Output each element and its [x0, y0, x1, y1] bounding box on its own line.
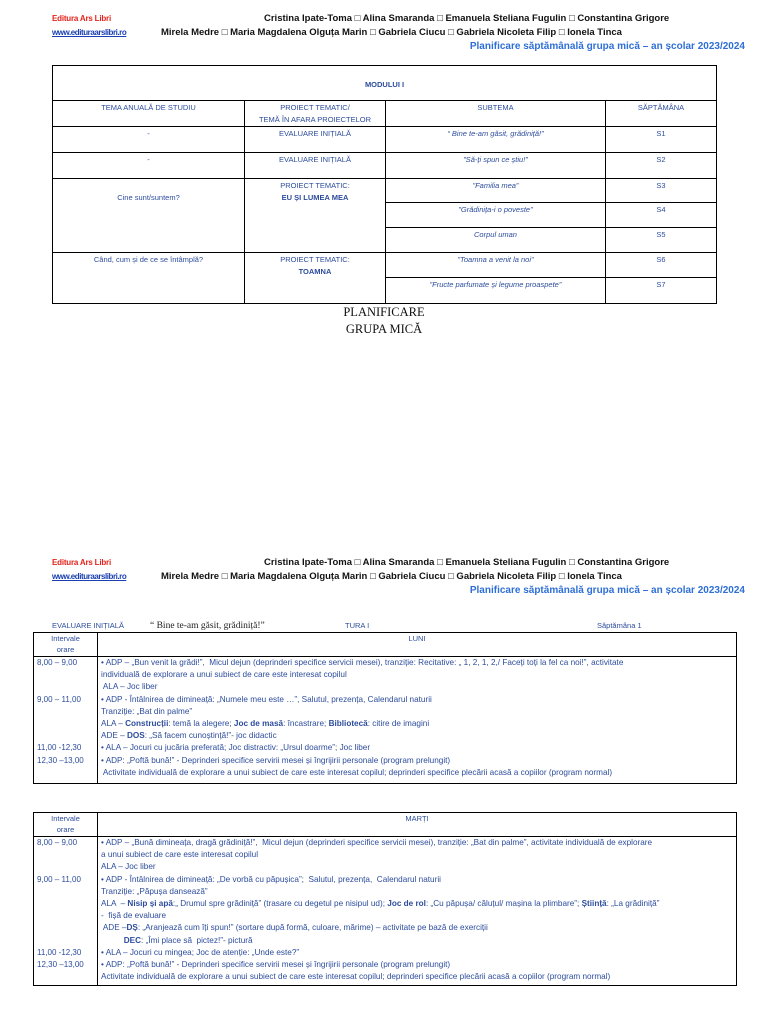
activity-line-content: [101, 681, 157, 693]
schedule-body: [34, 657, 736, 783]
activity-segment: : temă la alegere;: [168, 718, 234, 728]
activity-segment: : citire de imagini: [367, 718, 430, 728]
activity-text: [98, 861, 736, 873]
intervals-header-line1: Intervale: [51, 814, 80, 823]
activity-text: [98, 767, 736, 779]
activity-line-content: [101, 898, 659, 910]
project-name: TOAMNA: [298, 267, 332, 276]
time-cell-empty: [34, 730, 98, 742]
schedule-line: [34, 861, 736, 873]
activity-segment: - fișă de evaluare: [101, 911, 167, 921]
day-header: MARȚI: [405, 814, 429, 823]
activity-text: [98, 898, 736, 910]
authors-line-1: [264, 13, 710, 24]
shift-label: TURA I: [345, 621, 370, 630]
subtheme-cell: ”Familia mea”: [386, 179, 606, 203]
project-label: PROIECT TEMATIC:: [280, 181, 350, 190]
schedule-line: [34, 971, 736, 983]
subtheme-cell: ”Grădinița-i o poveste”: [386, 203, 606, 228]
activity-text: [98, 706, 736, 718]
week-cell: S4: [606, 203, 717, 228]
activity-line-content: [101, 767, 612, 779]
publisher-header: [0, 556, 768, 600]
module-row: [53, 127, 717, 153]
intervals-header: [34, 813, 98, 836]
activity-segment: • ADP – „Bună dimineața, dragă grădiniță!”, Micul dejun (deprinderi specifice servicii mesei), tranziție: „Bat din palme”, activitate individuală de explorare: [101, 838, 653, 847]
col-header-annual-theme: TEMA ANUALĂ DE STUDIU: [53, 101, 245, 127]
time-cell-empty: [34, 898, 98, 910]
time-interval: 8,00 – 9,00: [37, 658, 78, 667]
week-number: Săptămâna 1: [597, 621, 642, 630]
schedule-line: [34, 886, 736, 898]
activity-keyword: Bibliotecă: [328, 718, 368, 728]
activity-segment: Activitate individuală de explorare a unui subiect de care este interesat copilul; deprinderi specifice plecării acasă a copiilor (program normal): [101, 767, 613, 777]
activity-text: [98, 959, 736, 971]
time-cell-empty: [34, 718, 98, 730]
annual-theme-cell: Când, cum și de ce se întâmplă?: [53, 253, 245, 304]
subtheme-cell: ”Să-ți spun ce știu!”: [386, 153, 606, 179]
time-interval: 11,00 -12,30: [37, 947, 82, 957]
activity-line-content: [101, 669, 347, 681]
authors-line-2: [161, 571, 696, 582]
activity-segment: • ADP: „Poftă bună!” - Deprinderi specifice servirii mesei și îngrijirii personale (program prelungit): [101, 755, 451, 765]
schedule-line: [34, 837, 736, 849]
activity-text: [98, 886, 736, 898]
activity-text: [98, 947, 736, 959]
activity-text: [98, 657, 736, 669]
activity-text: [98, 837, 736, 849]
module-title: MODULUI I: [53, 66, 717, 101]
subtheme-cell: ”Toamna a venit la noi”: [386, 253, 606, 278]
week-cell: S5: [606, 228, 717, 253]
schedule-table-monday: [33, 632, 737, 784]
schedule-line: [34, 849, 736, 861]
schedule-line: [34, 922, 736, 934]
schedule-line: [34, 718, 736, 730]
activity-text: [98, 971, 736, 983]
col-header-subtheme: SUBTEMA: [386, 101, 606, 127]
subtheme-cell: Corpul uman: [386, 228, 606, 253]
module-header-row: [53, 101, 717, 127]
activity-segment: : „Să facem cunoștință!”- joc didactic: [144, 731, 277, 741]
intervals-header-line1: Intervale: [51, 634, 80, 643]
schedule-line: [34, 669, 736, 681]
activity-text: [98, 742, 736, 754]
planning-title-line2: GRUPA MICĂ: [345, 322, 423, 336]
activity-segment: ADE –: [101, 923, 127, 933]
annual-theme-cell: -: [53, 127, 245, 153]
annual-theme-cell: Cine sunt/suntem?: [53, 179, 245, 253]
activity-segment: : încastrare;: [283, 718, 329, 728]
time-cell-empty: [34, 849, 98, 861]
activity-segment: ALA –: [101, 898, 128, 908]
activity-line-content: [101, 922, 488, 934]
activity-keyword: DOS: [126, 731, 145, 741]
activity-segment: ADE –: [101, 731, 127, 741]
schedule-body: [34, 837, 736, 985]
activity-segment: : „Cu păpușa/ căluțul/ mașina la plimbare”;: [425, 898, 582, 908]
activity-line-content: [101, 959, 450, 971]
project-name: EU ȘI LUMEA MEA: [281, 193, 349, 202]
activity-segment: • ADP - Întâlnirea de dimineață: „De vorbă cu păpușica”; Salutul, prezența, Calendarul naturii: [101, 874, 441, 884]
annual-theme-cell: -: [53, 153, 245, 179]
module-row: [53, 153, 717, 179]
time-interval: 12,30 –13,00: [37, 959, 84, 969]
activity-line-content: [101, 935, 253, 947]
activity-text: [98, 935, 736, 947]
schedule-line: [34, 742, 736, 754]
schedule-line: [34, 694, 736, 706]
col-header-week: SĂPTĂMÂNA: [606, 101, 717, 127]
schedule-line: [34, 874, 736, 886]
authors-line-2: [161, 27, 696, 38]
time-cell-empty: [34, 861, 98, 873]
activity-keyword: Construcții: [125, 718, 169, 728]
week-cell: S3: [606, 179, 717, 203]
publisher-name: Editura Ars Libri: [52, 558, 111, 567]
time-cell-empty: [34, 910, 98, 922]
project-label: PROIECT TEMATIC:: [280, 255, 350, 264]
activity-line-content: [101, 947, 299, 959]
activity-segment: : „Îmi place să pictez!”- pictură: [141, 935, 253, 945]
activity-keyword: Știință: [581, 898, 607, 908]
authors-line-2-text: Mirela Medre □ Maria Magdalena Olguța Marin □ Gabriela Ciucu □ Gabriela Nicoleta Filip □ Ionela Tinca: [161, 571, 622, 582]
subtheme-cell: “ Bine te-am găsit, grădiniță!”: [386, 127, 606, 153]
schedule-line: [34, 935, 736, 947]
activity-segment: • ALA – Jocuri cu jucăria preferată; Joc distractiv: „Ursul doarme”; Joc liber: [101, 743, 371, 753]
module-title-row: [53, 66, 717, 101]
activity-segment: ALA –: [101, 718, 126, 728]
activity-text: [98, 849, 736, 861]
schedule-line: [34, 947, 736, 959]
activity-segment: Tranziție: „Păpușa dansează”: [101, 886, 208, 896]
time-cell-empty: [34, 669, 98, 681]
activity-line-content: [101, 837, 652, 849]
module-table: [52, 65, 717, 304]
publisher-website-link[interactable]: www.edituraarslibri.ro: [52, 28, 127, 37]
time-interval: 9,00 – 11,00: [37, 874, 81, 884]
activity-segment: : „La grădiniță”: [606, 898, 660, 908]
publisher-website-link[interactable]: www.edituraarslibri.ro: [52, 572, 127, 581]
subtheme-cell: ”Fructe parfumate și legume proaspete”: [386, 278, 606, 304]
time-cell-empty: [34, 681, 98, 693]
activity-segment: • ADP - Întâlnirea de dimineață: „Numele meu este …”, Salutul, prezența, Calendarul naturii: [101, 694, 432, 704]
planning-title: [0, 304, 768, 338]
activity-line-content: [101, 718, 429, 730]
project-cell: [245, 179, 386, 253]
activity-segment: : „Aranjează cum îți spun!” (sortare după formă, culoare, mărime) – activitate pe bază de exerciții: [137, 923, 488, 933]
activity-text: [98, 681, 736, 693]
time-interval: 9,00 – 11,00: [37, 694, 81, 704]
activity-text: [98, 755, 736, 767]
activity-line-content: [101, 849, 258, 861]
activity-text: [98, 669, 736, 681]
authors-line-1-text: Cristina Ipate-Toma □ Alina Smaranda □ Emanuela Steliana Fugulin □ Constantina Grigore: [264, 13, 670, 24]
activity-segment: ALA – Joc liber: [101, 682, 158, 692]
activity-keyword: Joc de masă: [233, 718, 284, 728]
activity-line-content: [101, 694, 432, 706]
activity-line-content: [101, 910, 166, 922]
schedule-line: [34, 706, 736, 718]
activity-line-content: [101, 657, 623, 669]
time-cell-empty: [34, 935, 98, 947]
week-cell: S7: [606, 278, 717, 304]
activity-text: [98, 910, 736, 922]
activity-line-content: [101, 730, 277, 742]
time-interval: 11,00 -12,30: [37, 743, 82, 753]
activity-text: [98, 922, 736, 934]
evaluation-label: EVALUARE INIȚIALĂ: [52, 621, 124, 630]
activity-line-content: [101, 874, 441, 886]
time-interval: 8,00 – 9,00: [37, 838, 78, 847]
activity-line-content: [101, 755, 450, 767]
schedule-line: [34, 681, 736, 693]
activity-segment: a unui subiect de care este interesat copilul: [101, 850, 259, 860]
project-cell: EVALUARE INIȚIALĂ: [245, 127, 386, 153]
module-row: [53, 179, 717, 203]
time-interval: 12,30 –13,00: [37, 755, 84, 765]
schedule-line: [34, 657, 736, 669]
module-row: [53, 253, 717, 278]
week-cell: S2: [606, 153, 717, 179]
activity-keyword: DEC: [101, 935, 142, 945]
schedule-line: [34, 767, 736, 779]
publisher-name: Editura Ars Libri: [52, 14, 111, 23]
activity-text: [98, 874, 736, 886]
week-cell: S1: [606, 127, 717, 153]
activity-line-content: [101, 971, 610, 983]
activity-line-content: [101, 861, 156, 873]
schedule-line: [34, 898, 736, 910]
schedule-line: [34, 959, 736, 971]
project-cell: [245, 253, 386, 304]
week-cell: S6: [606, 253, 717, 278]
time-cell-empty: [34, 886, 98, 898]
intervals-header: [34, 633, 98, 656]
week-subtheme: “ Bine te-am găsit, grădiniță!”: [150, 621, 265, 631]
authors-line-1: [264, 557, 710, 568]
intervals-header-line2: orare: [56, 645, 75, 654]
schedule-line: [34, 755, 736, 767]
schedule-line: [34, 730, 736, 742]
time-cell-empty: [34, 971, 98, 983]
activity-text: [98, 730, 736, 742]
activity-line-content: [101, 742, 370, 754]
schedule-line: [34, 910, 736, 922]
activity-keyword: DȘ: [126, 923, 138, 933]
plan-title: Planificare săptămânală grupa mică – an școlar 2023/2024: [469, 585, 745, 596]
activity-segment: :„ Drumul spre grădiniță” (trasare cu degetul pe nisipul ud);: [172, 898, 388, 908]
plan-title: Planificare săptămânală grupa mică – an școlar 2023/2024: [469, 41, 745, 52]
activity-segment: • ADP: „Poftă bună!” - Deprinderi specifice servirii mesei și îngrijirii personale (program prelungit): [101, 959, 451, 969]
col-header-project: [245, 101, 386, 127]
schedule-table-tuesday: [33, 812, 737, 986]
activity-segment: Tranziție: „Bat din palme”: [101, 706, 193, 716]
activity-line-content: [101, 706, 192, 718]
activity-text: [98, 694, 736, 706]
authors-line-2-text: Mirela Medre □ Maria Magdalena Olguța Marin □ Gabriela Ciucu □ Gabriela Nicoleta Filip □ Ionela Tinca: [161, 27, 622, 38]
planning-title-line1: PLANIFICARE: [343, 305, 425, 319]
activity-segment: • ADP – „Bun venit la grădi!”, Micul dejun (deprinderi specifice servicii mesei), tranziție: Recitative: „ 1, 2, 1, 2,/ Faceți toți la fel ca noi!”, activitate: [101, 658, 624, 667]
schedule-header-row: [34, 633, 736, 657]
activity-segment: • ALA – Jocuri cu mingea; Joc de atenție: „Unde este?”: [101, 947, 300, 957]
time-cell-empty: [34, 767, 98, 779]
activity-segment: Activitate individuală de explorare a unui subiect de care este interesat copilul; deprinderi specifice plecării acasă a copiilor (program normal): [101, 972, 611, 982]
authors-line-1-text: Cristina Ipate-Toma □ Alina Smaranda □ Emanuela Steliana Fugulin □ Constantina Grigore: [264, 557, 670, 568]
time-cell-empty: [34, 922, 98, 934]
activity-keyword: Joc de rol: [387, 898, 426, 908]
intervals-header-line2: orare: [56, 825, 75, 834]
activity-keyword: Nisip și apă: [127, 898, 173, 908]
schedule-header-row: [34, 813, 736, 837]
publisher-header: [0, 12, 768, 56]
activity-text: [98, 718, 736, 730]
day-header: LUNI: [408, 634, 426, 643]
activity-segment: individuală de explorare a unui subiect de care este interesat copilul: [101, 670, 347, 680]
activity-line-content: [101, 886, 208, 898]
activity-segment: ALA – Joc liber: [101, 862, 156, 872]
col-header-project-line1: PROIECT TEMATIC/: [280, 103, 350, 112]
project-cell: EVALUARE INIȚIALĂ: [245, 153, 386, 179]
time-cell-empty: [34, 706, 98, 718]
col-header-project-line2: TEMĂ ÎN AFARA PROIECTELOR: [258, 115, 372, 124]
